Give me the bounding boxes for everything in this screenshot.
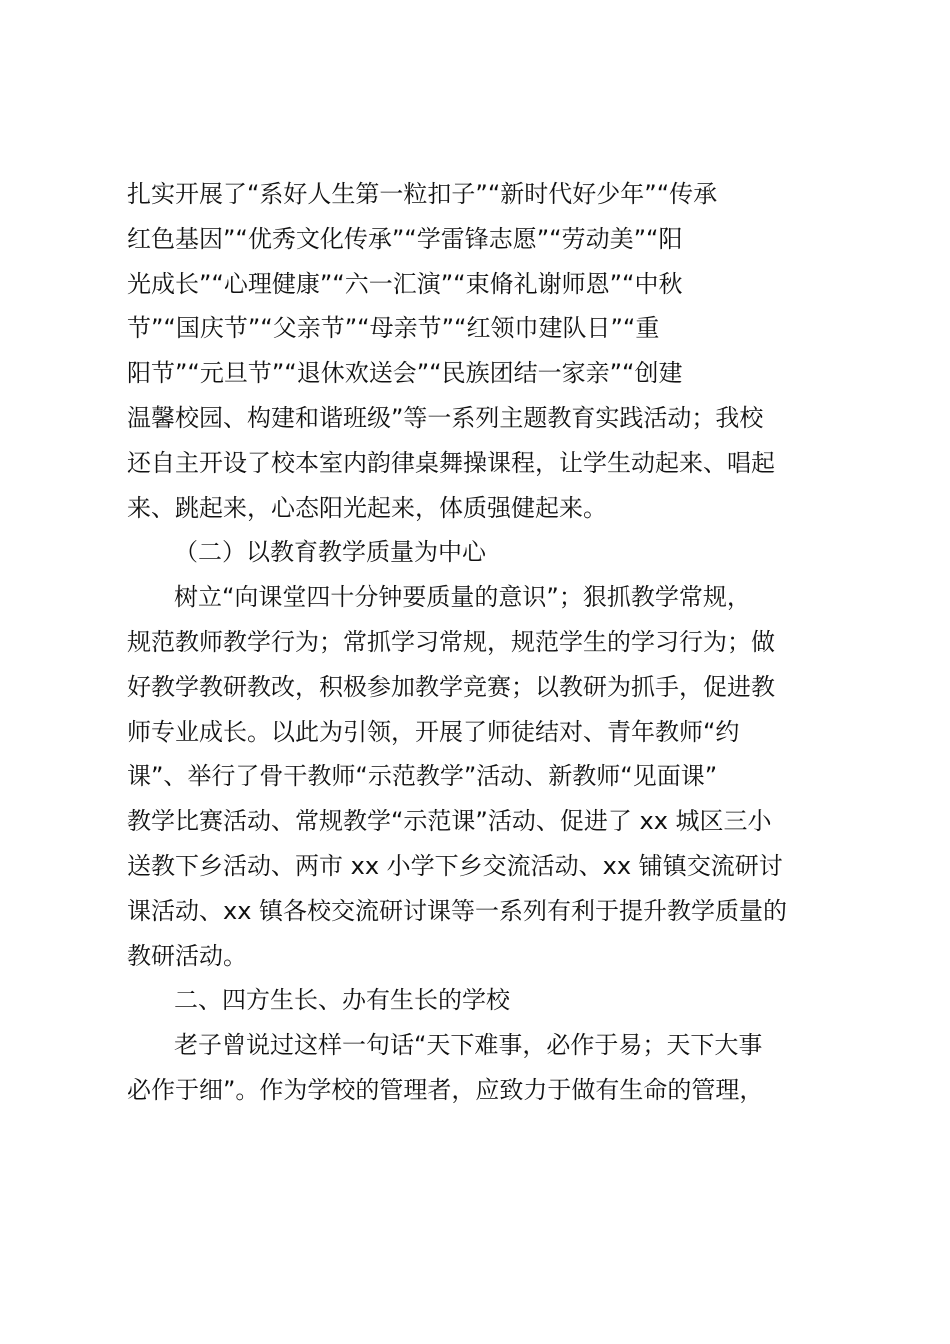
paragraph-line: 课活动、xx 镇各校交流研讨课等一系列有利于提升教学质量的: [127, 896, 788, 925]
paragraph-line: 扎实开展了“系好人生第一粒扣子”“新时代好少年”“传承: [127, 180, 718, 208]
paragraph-line: 阳节”“元旦节”“退休欢送会”“民族团结一家亲”“创建: [127, 359, 683, 388]
paragraph-line: 必作于细”。作为学校的管理者，应致力于做有生命的管理，: [127, 1075, 764, 1104]
paragraph-line: 温馨校园、构建和谐班级”等一系列主题教育实践活动；我校: [127, 403, 764, 432]
paragraph-line: 好教学教研教改，积极参加教学竞赛；以教研为抓手，促进教: [127, 672, 775, 701]
paragraph-line: 红色基因”“优秀文化传承”“学雷锋志愿”“劳动美”“阳: [127, 224, 683, 253]
paragraph-line: 树立“向课堂四十分钟要质量的意识”；狠抓教学常规，: [174, 583, 751, 612]
paragraph-line: 还自主开设了校本室内韵律桌舞操课程，让学生动起来、唱起: [127, 448, 775, 477]
paragraph-line: 课”、举行了骨干教师“示范教学”活动、新教师“见面课”: [127, 762, 718, 791]
paragraph-line: 规范教师教学行为；常抓学习常规，规范学生的学习行为；做: [127, 627, 775, 656]
paragraph-line: 老子曾说过这样一句话“天下难事，必作于易；天下大事: [174, 1031, 763, 1060]
paragraph-line: 师专业成长。以此为引领，开展了师徒结对、青年教师“约: [127, 717, 740, 746]
paragraph-line: 教研活动。: [127, 941, 247, 970]
section-heading: 二、四方生长、办有生长的学校: [174, 986, 510, 1015]
paragraph-line: 光成长”“心理健康”“六一汇演”“束脩礼谢师恩”“中秋: [127, 269, 683, 298]
section-heading: （二）以教育教学质量为中心: [174, 538, 486, 567]
paragraph-line: 来、跳起来，心态阳光起来，体质强健起来。: [127, 493, 607, 522]
document-body: [127, 172, 832, 1113]
paragraph-line: 送教下乡活动、两市 xx 小学下乡交流活动、xx 铺镇交流研讨: [127, 851, 783, 880]
paragraph-line: 教学比赛活动、常规教学“示范课”活动、促进了 xx 城区三小: [127, 807, 772, 836]
paragraph-line: 节”“国庆节”“父亲节”“母亲节”“红领巾建队日”“重: [127, 314, 660, 343]
